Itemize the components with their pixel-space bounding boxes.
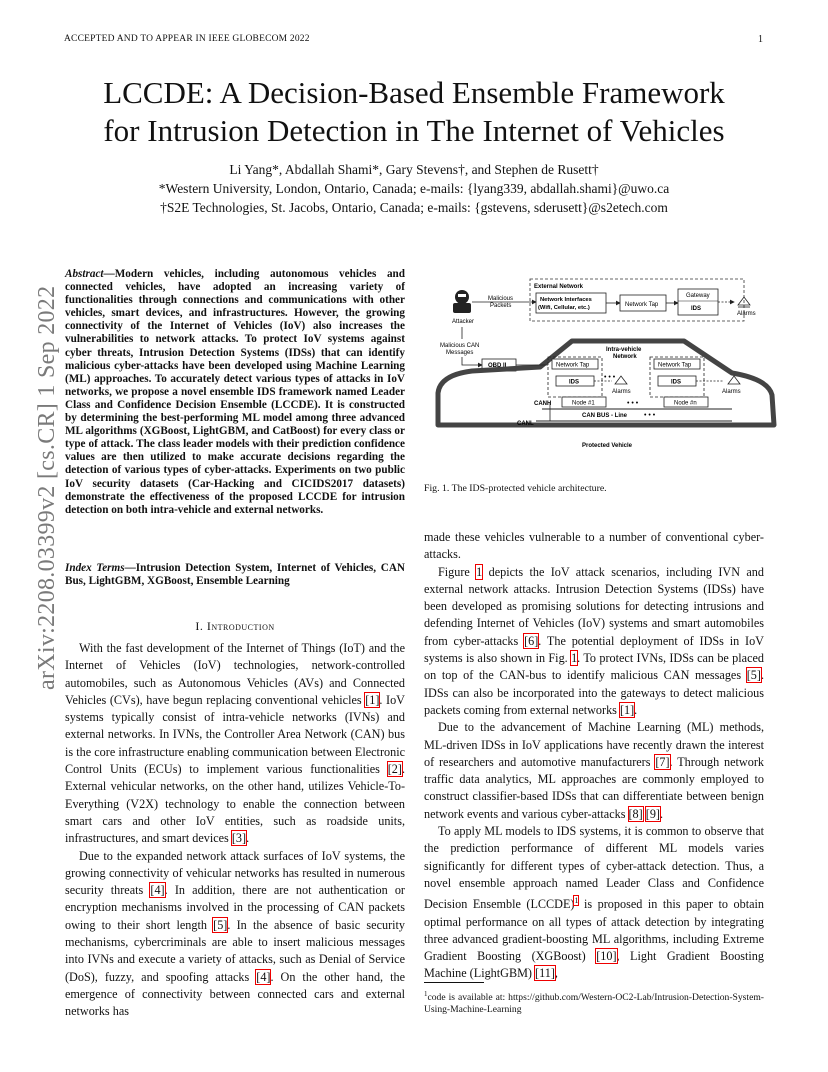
dots-top: • • • xyxy=(604,374,616,381)
label-intra-vehicle: Intra-vehicle xyxy=(606,347,642,353)
citation-link[interactable]: [7] xyxy=(655,754,670,769)
section-heading: I. Introduction xyxy=(195,619,275,633)
affiliation-2: †S2E Technologies, St. Jacobs, Ontario, Canada; e-mails: {gstevens, sderusett}@s2etech.com xyxy=(160,200,668,215)
index-terms-text: —Intrusion Detection System, Internet of Vehicles, CAN Bus, LightGBM, XGBoost, Ensemble Learning xyxy=(65,562,405,588)
affiliation-1: *Western University, London, Ontario, Canada; e-mails: {lyang339, abdallah.shami}@uwo.ca xyxy=(158,181,670,196)
index-terms-label: Index Terms xyxy=(65,562,125,574)
label-ids-noden: IDS xyxy=(671,379,682,386)
label-external-network: External Network xyxy=(534,284,584,290)
dots-bus: • • • xyxy=(644,412,656,419)
label-intra-network: Network xyxy=(613,354,637,360)
paper-title xyxy=(40,74,788,150)
running-header: ACCEPTED AND TO APPEAR IN IEEE GLOBECOM 2022 xyxy=(64,34,310,44)
abstract-text: —Modern vehicles, including autonomous vehicles and connected vehicles, have adopted an increasing variety of functionalities through connections and communications with other vehicles, smart devices, and infrastructures. However, the growing connectivity of the Internet of Vehicles (IoV) also increases the vulnerabilities to network attacks. To protect IoV systems against cyber threats, Intrusion Detection Systems (IDSs) that can identify malicious cyber-attacks have been developed using Machine Learning (ML) approaches. To accurately detect various types of attacks in IoV networks, we propose a novel ensemble IDS framework named Leader Class and Confidence Decision Ensemble (LCCDE). It is constructed by determining the best-performing ML model among three advanced ML algorithms (XGBoost, LightGBM, and CatBoost) for every class or type of attack. The class leader models with their prediction confidence values are then utilized to make accurate decisions regarding the detection of various types of cyber-attacks. Experiments on two public IoV security datasets (Car-Hacking and CICIDS2017 datasets) demonstrate the effectiveness of the proposed LCCDE for intrusion detection on both intra-vehicle and external networks. xyxy=(65,268,405,516)
citation-link[interactable]: [8] xyxy=(628,806,643,821)
label-network-tap-node1: Network Tap xyxy=(556,362,590,369)
citation-link[interactable]: [4] xyxy=(256,969,271,984)
citation-link[interactable]: [5] xyxy=(213,917,228,932)
citation-link[interactable]: [2] xyxy=(387,762,402,777)
label-protected-vehicle: Protected Vehicle xyxy=(582,443,633,449)
figure-ids-architecture xyxy=(432,275,782,465)
label-gateway: Gateway xyxy=(686,293,710,299)
citation-link[interactable]: [4] xyxy=(150,883,165,898)
label-ids-gateway: IDS xyxy=(691,306,702,312)
label-noden: Node #n xyxy=(674,400,697,407)
left-column-body xyxy=(65,640,405,1021)
footnote-mark: 1 xyxy=(424,990,428,998)
citation-link[interactable]: [10] xyxy=(596,949,617,964)
label-alarms-node1: Alarms xyxy=(612,389,631,395)
footnote xyxy=(424,988,764,1016)
label-network-tap-top: Network Tap xyxy=(625,302,659,308)
arxiv-stamp: arXiv:2208.03399v2 [cs.CR] 1 Sep 2022 xyxy=(34,285,60,690)
citation-link[interactable]: [6] xyxy=(524,633,539,648)
index-terms xyxy=(65,562,405,588)
authors: Li Yang*, Abdallah Shami*, Gary Stevens†, and Stephen de Rusett† xyxy=(229,162,599,177)
right-column-body xyxy=(424,529,764,983)
page-number: 1 xyxy=(758,34,763,45)
label-attacker: Attacker xyxy=(452,319,475,325)
label-network-interfaces-2: (Wifi, Cellular, etc.) xyxy=(538,305,590,311)
label-obd: OBD II xyxy=(488,363,507,369)
alarm-icon xyxy=(728,376,740,384)
label-alarms-top: Alarms xyxy=(737,311,756,317)
paragraph: With the fast development of the Internet of Things (IoT) and the Internet of Vehicles (IoV) technologies, network-controlled automobiles, such as Autonomous Vehicles (AVs) and Connected Vehicles (CVs), have begun replacing conventional vehicles [1]. IoV systems typically consist of intra-vehicle networks (IVNs) and external networks. In IVNs, the Controller Area Network (CAN) bus is the core infrastructure enabling communication between Electronic Control Units (ECUs) to implement various functionalities [2]. External vehicular networks, on the other hand, utilizes Vehicle-To-Everything (V2X) technology to enable the connection between smart cars and other IoV entities, such as roadside units, infrastructures, and smart devices [3]. xyxy=(65,641,405,846)
paragraph: Due to the expanded network attack surfaces of IoV systems, the growing connectivity of vehicular networks has resulted in numerous security threats [4]. In addition, there are not authentication or encryption mechanisms involved in the processing of CAN packets owing to their short length [5]. In the absence of basic security mechanisms, cybercriminals are able to insert malicious messages into IVNs and execute a variety of attacks, such as Denial of Service (DoS), fuzzy, and spoofing attacks [4]. On the other hand, the emergence of connectivity between connected cars and external networks has xyxy=(65,848,405,1019)
label-canl: CANL xyxy=(517,421,534,427)
citation-link[interactable]: [3] xyxy=(231,831,247,846)
paragraph: made these vehicles vulnerable to a number of conventional cyber-attacks. xyxy=(424,530,764,562)
attacker-icon xyxy=(453,290,471,313)
label-malicious-can-2: Messages xyxy=(446,350,474,356)
citation-link[interactable]: [1] xyxy=(619,702,635,717)
label-can-bus: CAN BUS - Line xyxy=(582,413,627,419)
figure-link[interactable]: 1 xyxy=(476,564,483,579)
title-line-1: LCCDE: A Decision-Based Ensemble Framework xyxy=(103,75,725,110)
label-alarms-noden: Alarms xyxy=(722,389,741,395)
author-block xyxy=(40,160,788,217)
alarm-icon xyxy=(615,376,627,384)
abstract-label: Abstract xyxy=(65,268,104,280)
label-malicious-packets-1: Malicious xyxy=(488,296,514,302)
paragraph: Figure 1 depicts the IoV attack scenarios, including IVN and external network attacks. Intrusion Detection Systems (IDSs) have been developed as promising solutions for detecting intrusions and defending Internet of Vehicles (IoV) systems and smart automobiles from cyber-attacks [6]. The potential deployment of IDSs in IoV systems is also shown in Fig. 1. To protect IVNs, IDSs can be placed on top of the CAN-bus to identify malicious CAN messages [5]. IDSs can also be incorporated into the gateways to detect malicious packets coming from external networks [1]. xyxy=(424,564,764,717)
abstract xyxy=(65,268,405,517)
paragraph: Due to the advancement of Machine Learning (ML) methods, ML-driven IDSs in IoV applications have recently drawn the interest of researchers and automotive manufacturers [7]. Through network traffic data analytics, ML approaches are commonly employed to construct classifier-based IDSs that can differentiate between benign network events and various cyber-attacks [8] [9]. xyxy=(424,720,764,821)
footnote-rule xyxy=(424,982,484,983)
figure-caption: Fig. 1. The IDS-protected vehicle architecture. xyxy=(424,483,607,494)
footnote-link[interactable]: 1 xyxy=(574,896,579,906)
label-node1: Node #1 xyxy=(572,400,595,407)
citation-link[interactable]: [1] xyxy=(365,692,380,707)
figure-link[interactable]: 1 xyxy=(571,651,578,666)
label-network-interfaces: Network Interfaces xyxy=(540,297,592,303)
label-canh: CANH xyxy=(534,401,552,407)
footnote-text: code is available at: https://github.com/Western-OC2-Lab/Intrusion-Detection-System-Using-Machine-Learning xyxy=(424,992,764,1016)
citation-link[interactable]: [9] xyxy=(645,806,660,821)
paragraph: To apply ML models to IDS systems, it is common to observe that the prediction performance of different ML models varies significantly for different types of cyber-attack detection. Thus, a novel ensemble approach named Leader Class and Confidence Decision Ensemble (LCCDE)$^1$ is proposed in this paper to obtain optimal performance on all types of attack detection by integrating three advanced gradient-boosting ML algorithms, including Extreme Gradient Boosting (XGBoost) [10], Light Gradient Boosting Machine (LightGBM) [11], xyxy=(424,824,764,981)
label-malicious-can-1: Malicious CAN xyxy=(440,343,480,349)
citation-link[interactable]: [11] xyxy=(535,966,555,981)
citation-link[interactable]: [5] xyxy=(746,668,761,683)
label-network-tap-noden: Network Tap xyxy=(658,362,692,369)
label-ids-node1: IDS xyxy=(569,379,580,386)
title-line-2: for Intrusion Detection in The Internet of Vehicles xyxy=(103,113,725,148)
label-malicious-packets-2: Packets xyxy=(490,303,512,309)
dots-nodes: • • • xyxy=(627,400,639,407)
